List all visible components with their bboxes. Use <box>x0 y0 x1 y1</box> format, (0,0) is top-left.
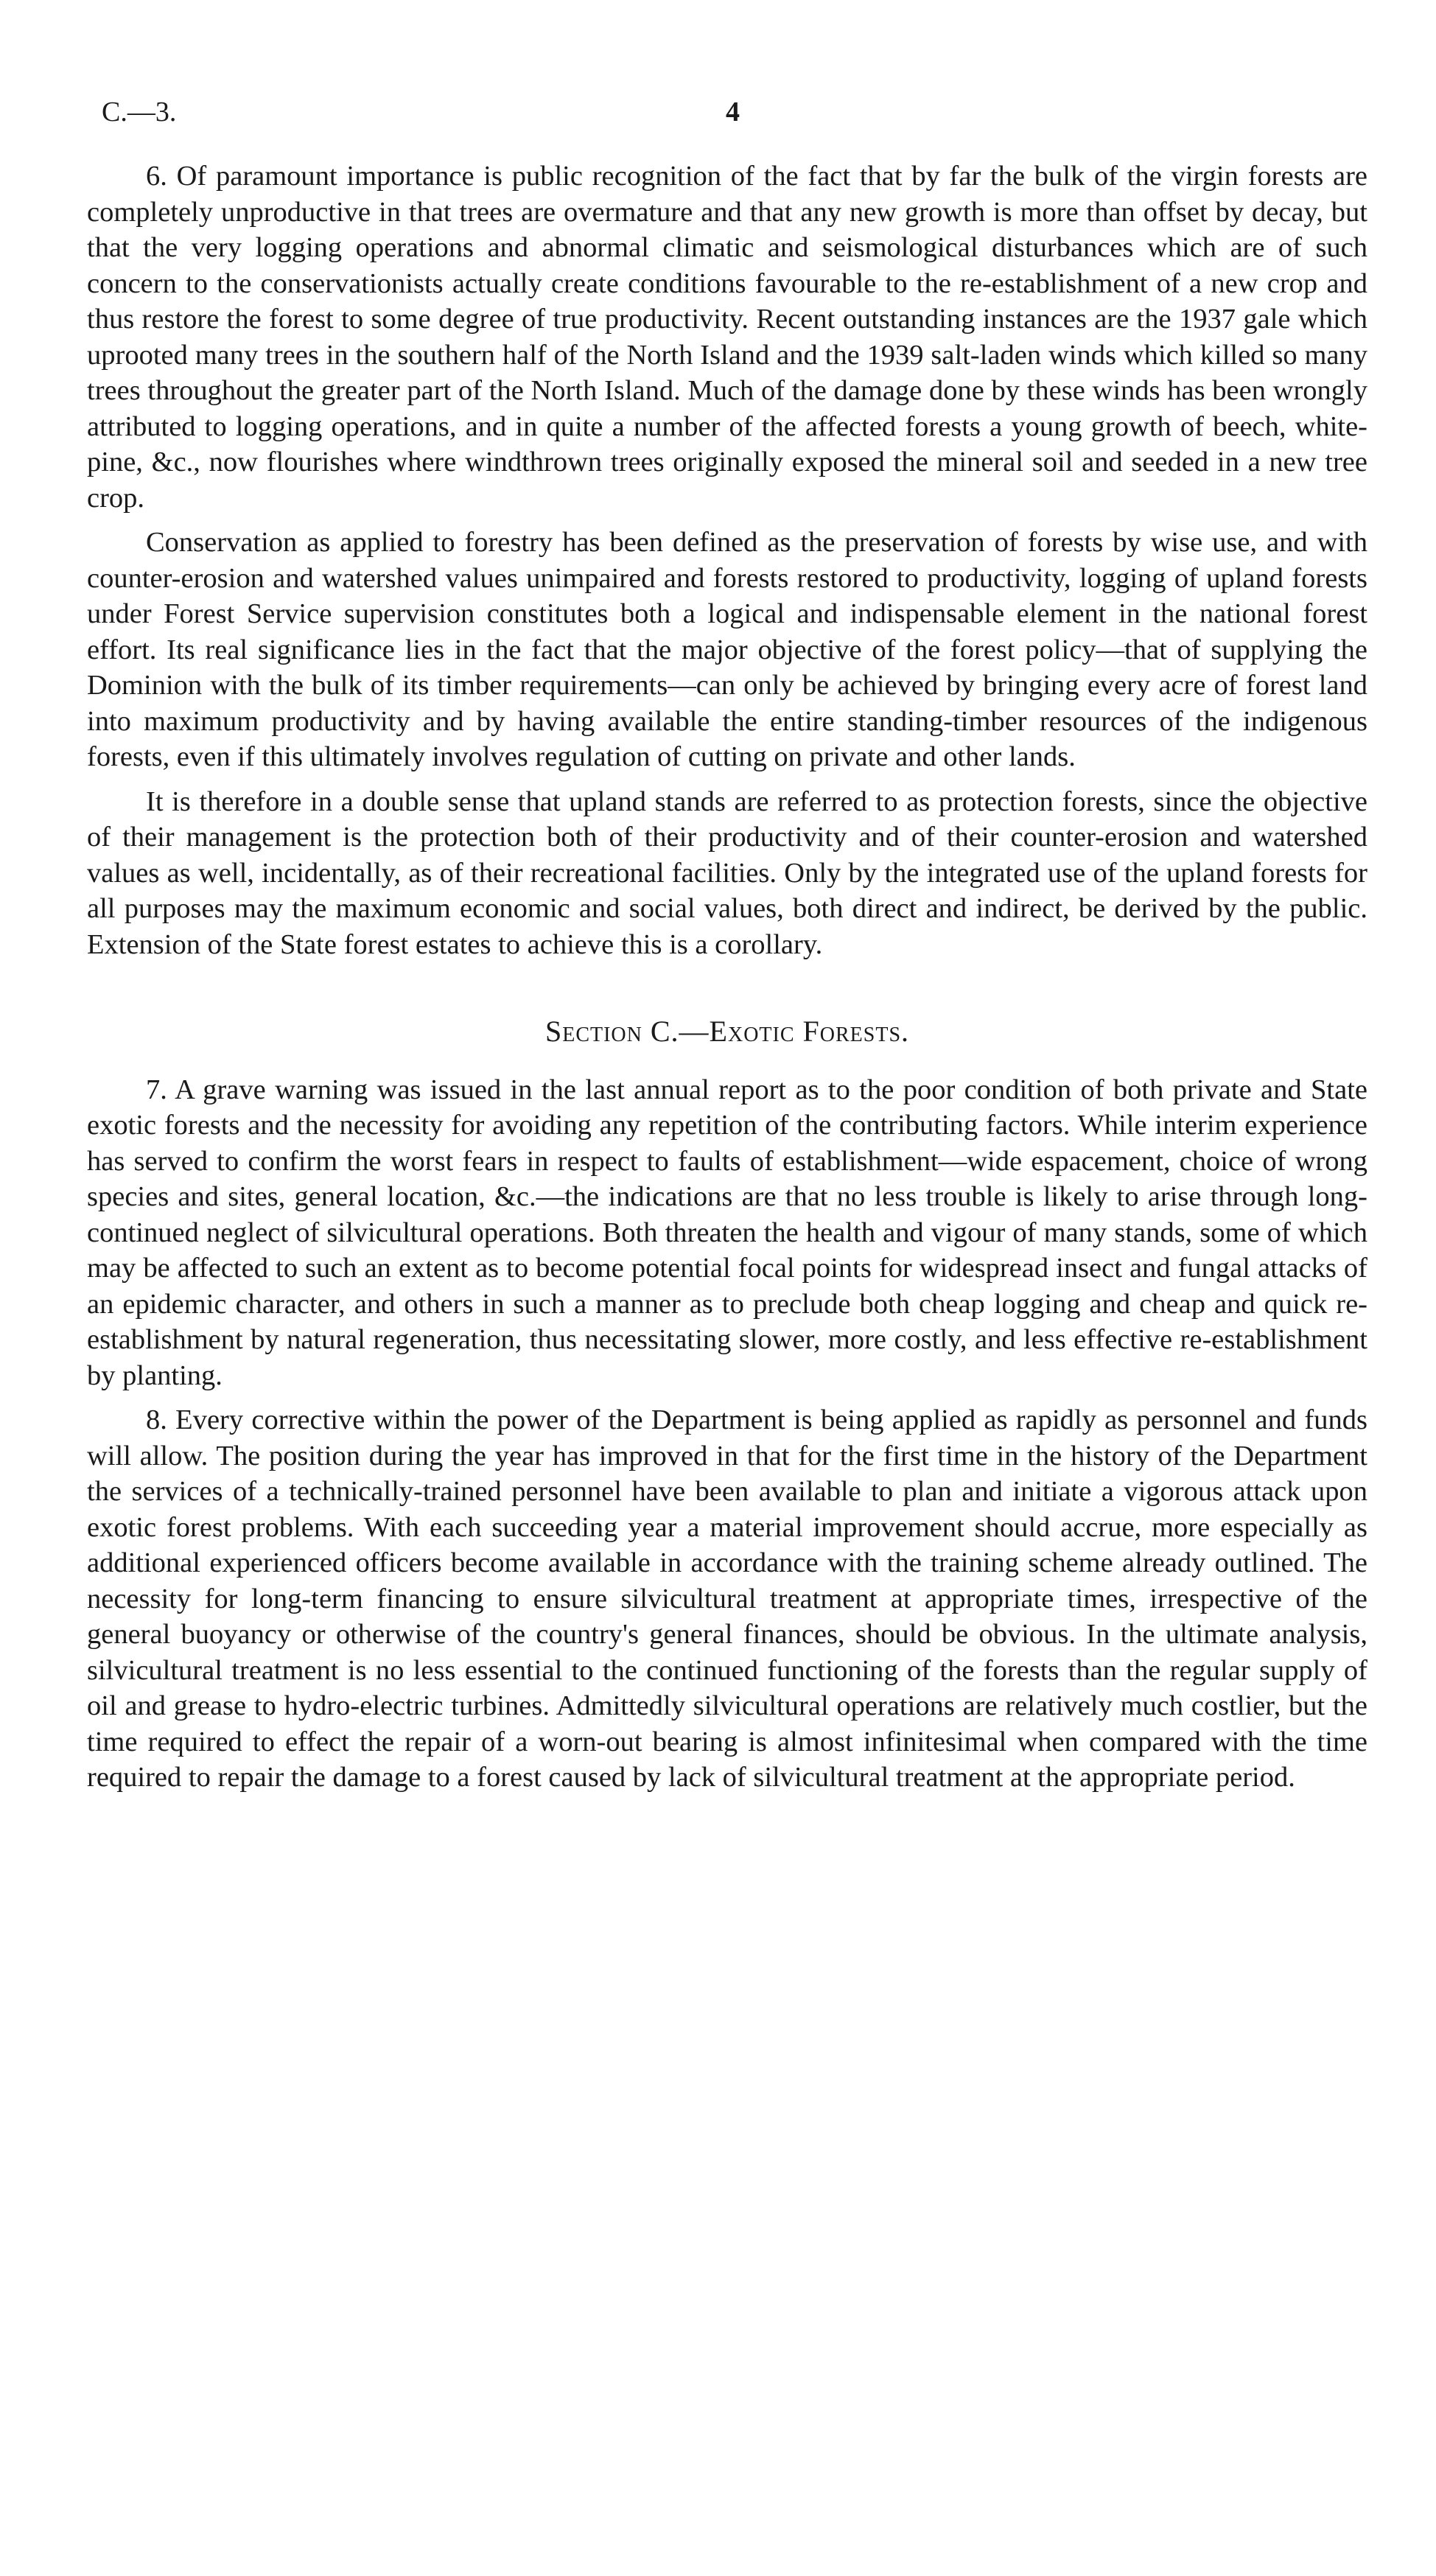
body-text <box>87 158 1367 1805</box>
paragraph-8: 8. Every corrective within the power of the Department is being applied as rapidly as personnel and funds will allow. The position during the year has improved in that for the first time in the history of the Department the services of a technically-trained personnel have been available to plan and initiate a vigorous attack upon exotic forest problems. With each succeeding year a material improvement should accrue, more especially as additional experienced officers become available in accordance with the training scheme already outlined. The necessity for long-term financing to ensure silvicultural treatment at appropriate times, irrespective of the general buoyancy or otherwise of the country's general finances, should be obvious. In the ultimate analysis, silvicultural treatment is no less essential to the continued functioning of the forests than the regular supply of oil and grease to hydro-electric turbines. Admittedly silvicultural operations are relatively much costlier, but the time required to effect the repair of a worn-out bearing is almost infinitesimal when compared with the time required to repair the damage to a forest caused by lack of silvicultural treatment at the appropriate period. <box>87 1404 1367 1793</box>
paragraph-protection-forests: It is therefore in a double sense that upland stands are referred to as protection forests, since the objective of their management is the protection both of their productivity and of their counter-erosion and watershed values as well, incidentally, as of their recreational facilities. Only by the integrated use of the upland forests for all purposes may the maximum economic and social values, both direct and indirect, be derived by the public. Extension of the State forest estates to achieve this is a corollary. <box>87 785 1367 960</box>
page-number: 4 <box>726 97 740 127</box>
paragraph-6: 6. Of paramount importance is public recognition of the fact that by far the bulk of the virgin forests are completely unproductive in that trees are overmature and that any new growth is more than offset by decay, but that the very logging operations and abnormal climatic and seismological disturbances which are of such concern to the conservationists actually create conditions favourable to the re-establishment of a new crop and thus restore the forest to some degree of true productivity. Recent outstanding instances are the 1937 gale which uprooted many trees in the southern half of the North Island and the 1939 salt-laden winds which killed so many trees throughout the greater part of the North Island. Much of the damage done by these winds has been wrongly attributed to logging operations, and in quite a number of the affected forests a young growth of beech, white-pine, &c., now flourishes where windthrown trees originally exposed the mineral soil and seeded in a new tree crop. <box>87 161 1367 514</box>
paragraph-conservation: Conservation as applied to forestry has been defined as the preservation of forests by wise use, and with counter-erosion and watershed values unimpaired and forests restored to productivity, logging of upland forests under Forest Service supervision constitutes both a logical and indispensable element in the national forest effort. Its real significance lies in the fact that the major objective of the forest policy—that of supplying the Dominion with the bulk of its timber requirements—can only be achieved by bringing every acre of forest land into maximum productivity and by having available the entire standing-timber resources of the indigenous forests, even if this ultimately involves regulation of cutting on private and other lands. <box>87 527 1367 772</box>
document-reference: C.—3. <box>102 97 177 127</box>
paragraph-7: 7. A grave warning was issued in the last annual report as to the poor condition of both private and State exotic forests and the necessity for avoiding any repetition of the contributing factors. While interim experience has served to confirm the worst fears in respect to faults of establishment—wide espacement, choice of wrong species and sites, general location, &c.—the indications are that no less trouble is likely to arise through long-continued neglect of silvicultural operations. Both threaten the health and vigour of many stands, some of which may be affected to such an extent as to become potential focal points for widespread insect and fungal attacks of an epidemic character, and others in such a manner as to preclude both cheap logging and cheap and quick re-establishment by natural regeneration, thus necessitating slower, more costly, and less effective re-establishment by planting. <box>87 1074 1367 1391</box>
page-header <box>102 96 1369 140</box>
section-heading: Section C.—Exotic Forests. <box>544 1015 910 1048</box>
